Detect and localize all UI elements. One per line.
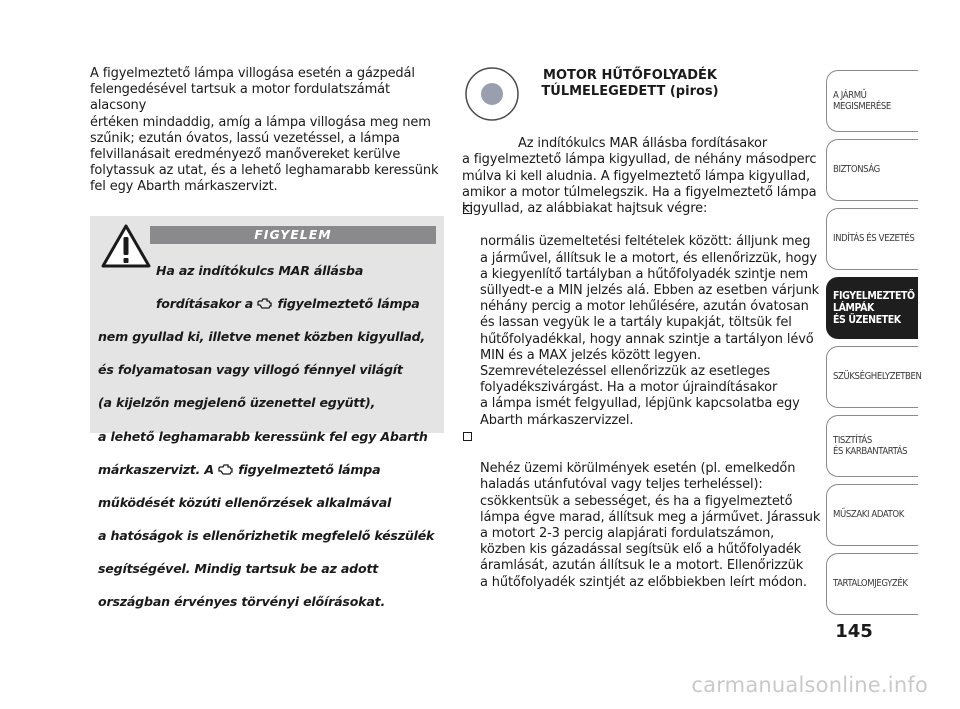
warning-line: működését közúti ellenőrzések alkalmával (98, 494, 392, 510)
tab-label: INDÍTÁS ÉS VEZETÉS (833, 233, 915, 245)
warning-line: és folyamatosan vagy villogó fénnyel világít (98, 362, 403, 378)
tab-label: SZÜKSÉGHELYZETBEN (833, 371, 922, 383)
page-number: 145 (835, 621, 873, 642)
warning-text (98, 246, 440, 628)
warning-line: nem gyullad ki, illetve menet közben kigyullad, (98, 328, 426, 344)
tab-szukseghelyzetben[interactable] (826, 346, 922, 408)
engine-check-icon (218, 463, 234, 475)
tab-muszaki-adatok[interactable] (826, 484, 918, 546)
list-item-text: normális üzemeltetési feltételek között: álljunk meg a járművel, állítsuk le a motort, és ellenőrizzük, hogy a kiegyenlítő tartályban a hűtőfolyadék szintje nem süllyedt-e a MIN jelzés alá. Ebben az esetben várjunk néhány percig a motor lehűlésére, azután óvatosan és lassan vegyük le a tartály kupakját, töltsük fel hűtőfolyadékkal, hogy annak szintje a tartályon lévő MIN és a MAX jelzés között legyen. Szemrevételezéssel ellenőrizzük az esetleges folyadékszivárgást. Ha a motor újraindításakor a lámpa ismét felgyullad, lépjünk kapcsolatba egy Abarth márkaszervizzel. (480, 234, 820, 428)
tab-inditas-es-vezetes[interactable] (826, 208, 918, 270)
body-paragraph-left: A figyelmeztető lámpa villogása esetén a gázpedál felengedésével tartsuk a motor fordulatszámát alacsony értéken mindaddig, amíg a lámpa villogása meg nem szűnik; ezután óvatos, lassú vezetéssel, a lámpa felvillanásait eredményező manővereket kerülve folytassuk az utat, és a lehető leghamarabb keressünk fel egy Abarth márkaszervizt. (90, 66, 439, 195)
warning-box (90, 216, 444, 610)
warning-line: a hatóságok is ellenőrizhetik megfelelő készülék (98, 528, 435, 544)
tab-a-jarmu-megismerese[interactable] (826, 70, 918, 132)
checkbox-bullet-icon (463, 205, 472, 214)
list-item-text: Nehéz üzemi körülmények esetén (pl. emelkedőn haladás utánfutóval vagy teljes terheléssel): csökkentsük a sebességet, és ha a figyelmeztető lámpa égve marad, állítsuk meg a járművet. Járassuk a motort 2-3 percig alapjárati fordulatszámon, közben kis gázadással segítsük elő a hűtőfolyadék áramlását, azután állítsuk le a motort. Ellenőrizzük a hűtőfolyadék szintjét az előbbiekben leírt módon. (480, 461, 821, 590)
tab-label: MŰSZAKI ADATOK (833, 509, 904, 521)
list-item (462, 202, 822, 429)
warning-line: (a kijelzőn megjelenő üzenettel együtt), (98, 395, 376, 411)
tab-biztonsag[interactable] (826, 139, 918, 201)
warning-line: segítségével. Mindig tartsuk be az adott (98, 561, 379, 577)
tab-tartalomjegyzek[interactable] (826, 553, 918, 615)
tab-label: BIZTONSÁG (833, 164, 880, 176)
coolant-temperature-lamp-icon (464, 66, 520, 122)
warning-line: Ha az indítókulcs MAR állásba (156, 262, 364, 278)
tab-label: TARTALOMJEGYZÉK (833, 578, 908, 590)
tab-tisztitas-es-karbantartas[interactable] (826, 415, 918, 477)
section-title: MOTOR HŰTŐFOLYADÉK TÚLMELEGEDETT (piros) (541, 68, 719, 99)
tab-label: FIGYELMEZTETŐ LÁMPÁK ÉS ÜZENETEK (833, 290, 915, 326)
engine-check-icon (257, 297, 273, 309)
tab-figyelmezteto-lampak[interactable] (826, 277, 918, 339)
section-intro-first-line: Az indítókulcs MAR állásba fordításakor (518, 136, 768, 152)
tab-label: TISZTÍTÁS ÉS KARBANTARTÁS (833, 434, 908, 457)
list-item (462, 429, 822, 591)
warning-header: FIGYELEM (150, 226, 436, 244)
section-intro-text: a figyelmeztető lámpa kigyullad, de néhány másodperc múlva ki kell aludnia. A figyelmeztető lámpa kigyullad, amikor a motor túlmelegszik. Ha a figyelmeztető lámpa kigyullad, az alábbiakat hajtsuk végre: (462, 152, 817, 217)
warning-line: fordításakor a figyelmeztető lámpa (156, 295, 420, 311)
warning-line: a lehető leghamarabb keressünk fel egy Abarth (98, 428, 428, 444)
instruction-list (462, 202, 822, 591)
tab-label: A JÁRMŰ MEGISMERÉSE (833, 89, 891, 112)
warning-line: márkaszervizt. A figyelmeztető lámpa (98, 461, 381, 477)
checkbox-bullet-icon (463, 432, 472, 441)
watermark: carmanualsonline.info (691, 673, 928, 697)
warning-line: országban érvényes törvényi előírásokat. (98, 594, 386, 610)
